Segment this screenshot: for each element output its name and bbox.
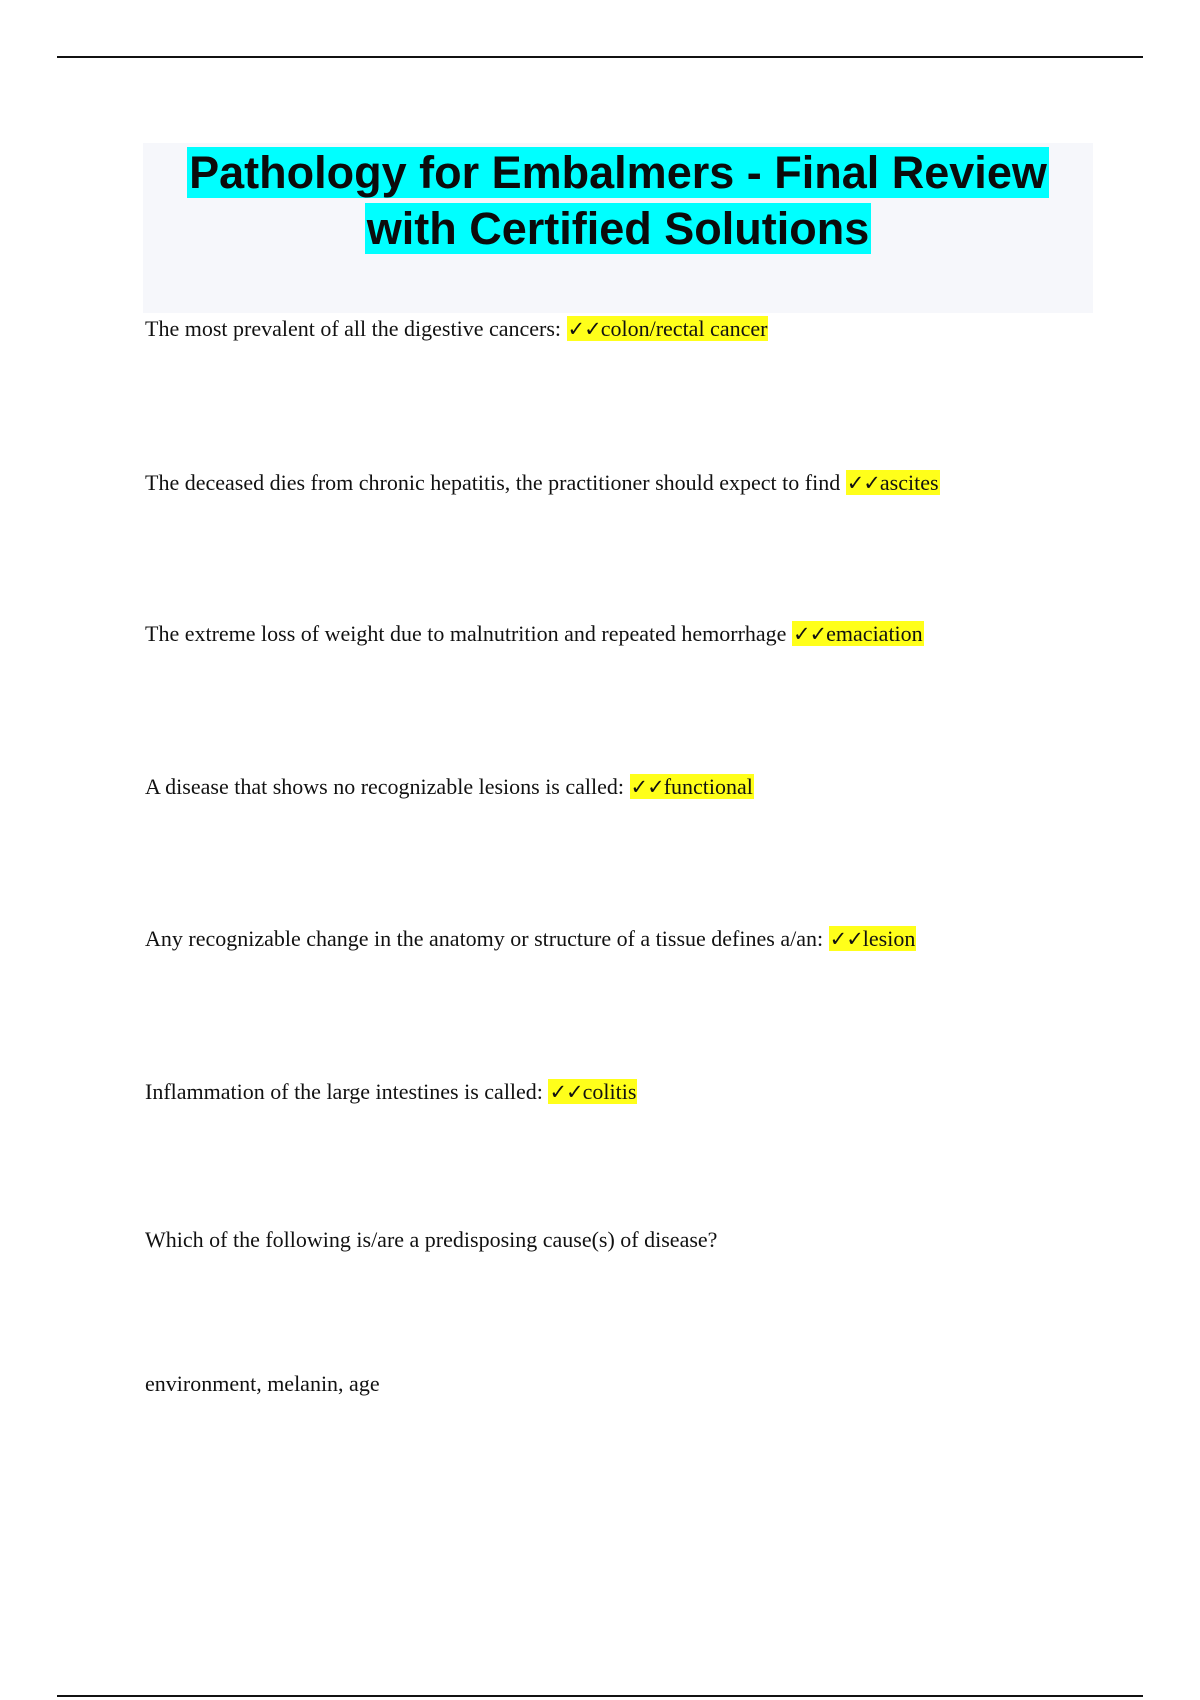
answer-text: lesion [862, 926, 916, 951]
question-text: Inflammation of the large intestines is called: [145, 1079, 549, 1104]
qa-item [145, 619, 924, 649]
answer-text: colitis [582, 1079, 637, 1104]
answer-highlight [846, 470, 940, 495]
question-text: A disease that shows no recognizable lesions is called: [145, 774, 630, 799]
bottom-rule [57, 1695, 1143, 1697]
qa-item [145, 314, 768, 344]
double-check-icon: ✓✓ [792, 622, 827, 646]
double-check-icon: ✓✓ [846, 471, 880, 495]
answer-highlight [829, 926, 917, 951]
qa-item [145, 1077, 637, 1107]
double-check-icon: ✓✓ [549, 1080, 583, 1104]
answer-text: colon/rectal cancer [600, 316, 768, 341]
answer-highlight [567, 316, 769, 341]
double-check-icon: ✓✓ [630, 775, 664, 799]
answer-text: ascites [879, 470, 939, 495]
qa-item [145, 924, 916, 954]
qa-item [145, 772, 754, 802]
question-text: The extreme loss of weight due to malnutrition and repeated hemorrhage [145, 621, 792, 646]
page-title-text: Pathology for Embalmers - Final Review with Certified Solutions [189, 147, 1047, 254]
open-question: Which of the following is/are a predisposing cause(s) of disease? [145, 1227, 718, 1252]
question-text: Any recognizable change in the anatomy or structure of a tissue defines a/an: [145, 926, 829, 951]
answer-highlight [792, 621, 924, 646]
answer-text: functional [663, 774, 753, 799]
answer-text: emaciation [826, 621, 923, 646]
question-text: The deceased dies from chronic hepatitis, the practitioner should expect to find [145, 470, 846, 495]
answer-highlight [548, 1079, 637, 1104]
answer-highlight [630, 774, 754, 799]
page-title [143, 145, 1093, 257]
open-answer: environment, melanin, age [145, 1371, 380, 1396]
qa-item [145, 468, 940, 498]
double-check-icon: ✓✓ [829, 927, 863, 951]
top-rule [57, 56, 1143, 58]
double-check-icon: ✓✓ [567, 317, 601, 341]
question-text: The most prevalent of all the digestive cancers: [145, 316, 567, 341]
